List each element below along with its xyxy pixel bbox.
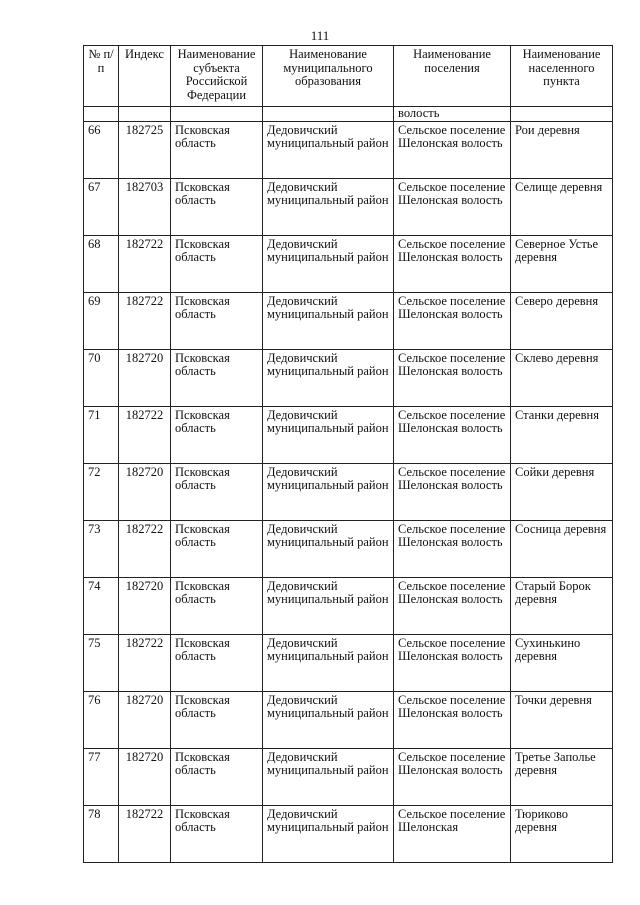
table-row bbox=[84, 292, 613, 349]
cell-subject: Псковская область bbox=[171, 634, 263, 691]
table-row bbox=[84, 463, 613, 520]
cell-num: 68 bbox=[84, 235, 119, 292]
cell-municipality: Дедовичский муниципальный район bbox=[263, 577, 394, 634]
cell-num: 78 bbox=[84, 805, 119, 862]
cell-index: 182720 bbox=[119, 748, 171, 805]
table-row bbox=[84, 691, 613, 748]
continuation-row bbox=[84, 107, 613, 122]
cell-subject: Псковская область bbox=[171, 691, 263, 748]
cell-num: 66 bbox=[84, 121, 119, 178]
cell-subject: Псковская область bbox=[171, 520, 263, 577]
table-header-row bbox=[84, 46, 613, 107]
header-num: № п/п bbox=[84, 46, 119, 107]
header-index: Индекс bbox=[119, 46, 171, 107]
header-municipality: Наименование муниципального образования bbox=[263, 46, 394, 107]
cell-index: 182720 bbox=[119, 349, 171, 406]
cell-settlement: Сельское поселение Шелонская волость bbox=[394, 121, 511, 178]
cell-settlement: Сельское поселение Шелонская волость bbox=[394, 691, 511, 748]
cell-empty bbox=[171, 107, 263, 122]
cell-municipality: Дедовичский муниципальный район bbox=[263, 178, 394, 235]
cell-settlement: Сельское поселение Шелонская волость bbox=[394, 748, 511, 805]
cell-subject: Псковская область bbox=[171, 121, 263, 178]
cell-empty bbox=[511, 107, 613, 122]
cell-municipality: Дедовичский муниципальный район bbox=[263, 406, 394, 463]
table-row bbox=[84, 178, 613, 235]
cell-locality: Тюриково деревня bbox=[511, 805, 613, 862]
cell-municipality: Дедовичский муниципальный район bbox=[263, 520, 394, 577]
cell-subject: Псковская область bbox=[171, 748, 263, 805]
table-row bbox=[84, 520, 613, 577]
table-row bbox=[84, 805, 613, 862]
cell-num: 75 bbox=[84, 634, 119, 691]
cell-municipality: Дедовичский муниципальный район bbox=[263, 235, 394, 292]
table-row bbox=[84, 235, 613, 292]
table-row bbox=[84, 121, 613, 178]
cell-locality: Старый Борок деревня bbox=[511, 577, 613, 634]
cell-settlement: Сельское поселение Шелонская волость bbox=[394, 463, 511, 520]
page-number: 111 bbox=[310, 28, 330, 43]
cell-municipality: Дедовичский муниципальный район bbox=[263, 292, 394, 349]
cell-locality: Сосница деревня bbox=[511, 520, 613, 577]
cell-subject: Псковская область bbox=[171, 178, 263, 235]
cell-index: 182722 bbox=[119, 634, 171, 691]
table-row bbox=[84, 748, 613, 805]
cell-locality: Северное Устье деревня bbox=[511, 235, 613, 292]
cell-index: 182722 bbox=[119, 292, 171, 349]
cell-subject: Псковская область bbox=[171, 349, 263, 406]
cell-locality: Рои деревня bbox=[511, 121, 613, 178]
cell-settlement: Сельское поселение Шелонская волость bbox=[394, 235, 511, 292]
cell-locality: Сухинькино деревня bbox=[511, 634, 613, 691]
cell-subject: Псковская область bbox=[171, 463, 263, 520]
cell-subject: Псковская область bbox=[171, 235, 263, 292]
cell-municipality: Дедовичский муниципальный район bbox=[263, 691, 394, 748]
cell-subject: Псковская область bbox=[171, 406, 263, 463]
cell-empty bbox=[263, 107, 394, 122]
cell-settlement: Сельское поселение Шелонская волость bbox=[394, 292, 511, 349]
cell-municipality: Дедовичский муниципальный район bbox=[263, 463, 394, 520]
cell-index: 182722 bbox=[119, 805, 171, 862]
cell-num: 67 bbox=[84, 178, 119, 235]
cell-num: 73 bbox=[84, 520, 119, 577]
cell-locality: Селище деревня bbox=[511, 178, 613, 235]
cell-subject: Псковская область bbox=[171, 292, 263, 349]
cell-num: 70 bbox=[84, 349, 119, 406]
header-subject: Наименование субъекта Российской Федерации bbox=[171, 46, 263, 107]
table-row bbox=[84, 406, 613, 463]
settlements-table bbox=[83, 45, 613, 863]
cell-index: 182725 bbox=[119, 121, 171, 178]
header-settlement: Наименование поселения bbox=[394, 46, 511, 107]
cell-settlement: Сельское поселение Шелонская волость bbox=[394, 634, 511, 691]
cell-num: 69 bbox=[84, 292, 119, 349]
cell-empty bbox=[119, 107, 171, 122]
cell-index: 182720 bbox=[119, 463, 171, 520]
cell-municipality: Дедовичский муниципальный район bbox=[263, 349, 394, 406]
cell-settlement: Сельское поселение Шелонская волость bbox=[394, 349, 511, 406]
cell-settlement: волость bbox=[394, 107, 511, 122]
cell-index: 182722 bbox=[119, 406, 171, 463]
table-row bbox=[84, 634, 613, 691]
cell-num: 77 bbox=[84, 748, 119, 805]
cell-municipality: Дедовичский муниципальный район bbox=[263, 634, 394, 691]
cell-municipality: Дедовичский муниципальный район bbox=[263, 805, 394, 862]
cell-municipality: Дедовичский муниципальный район bbox=[263, 121, 394, 178]
cell-locality: Станки деревня bbox=[511, 406, 613, 463]
cell-subject: Псковская область bbox=[171, 577, 263, 634]
cell-locality: Северо деревня bbox=[511, 292, 613, 349]
cell-num: 74 bbox=[84, 577, 119, 634]
cell-locality: Точки деревня bbox=[511, 691, 613, 748]
cell-index: 182703 bbox=[119, 178, 171, 235]
cell-settlement: Сельское поселение Шелонская волость bbox=[394, 406, 511, 463]
header-locality: Наименование населенного пункта bbox=[511, 46, 613, 107]
cell-index: 182720 bbox=[119, 577, 171, 634]
cell-index: 182722 bbox=[119, 235, 171, 292]
cell-settlement: Сельское поселение Шелонская волость bbox=[394, 520, 511, 577]
table-row bbox=[84, 577, 613, 634]
cell-subject: Псковская область bbox=[171, 805, 263, 862]
cell-empty bbox=[84, 107, 119, 122]
cell-settlement: Сельское поселение Шелонская bbox=[394, 805, 511, 862]
cell-num: 76 bbox=[84, 691, 119, 748]
cell-locality: Склево деревня bbox=[511, 349, 613, 406]
cell-locality: Сойки деревня bbox=[511, 463, 613, 520]
cell-index: 182722 bbox=[119, 520, 171, 577]
cell-locality: Третье Заполье деревня bbox=[511, 748, 613, 805]
cell-settlement: Сельское поселение Шелонская волость bbox=[394, 178, 511, 235]
cell-index: 182720 bbox=[119, 691, 171, 748]
cell-municipality: Дедовичский муниципальный район bbox=[263, 748, 394, 805]
cell-settlement: Сельское поселение Шелонская волость bbox=[394, 577, 511, 634]
cell-num: 72 bbox=[84, 463, 119, 520]
table-row bbox=[84, 349, 613, 406]
cell-num: 71 bbox=[84, 406, 119, 463]
